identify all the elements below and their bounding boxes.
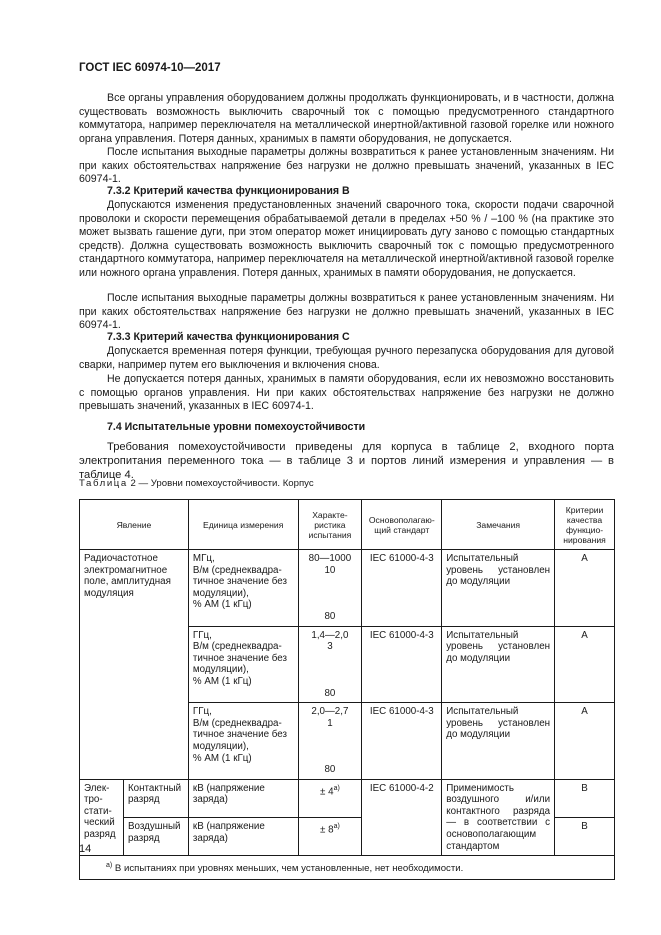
paragraph-criterion-c: Допускается временная потеря функции, требующая ручного перезапуска оборудования для дуговой сварки, например путем его выключения и включения снова.	[79, 345, 614, 371]
unit-cell: ГГц, В/м (среднеквадра-тичное значение без модуляции), % AM (1 кГц)	[188, 626, 298, 703]
section-heading-7-4: 7.4 Испытательные уровни помехоустойчивости	[107, 421, 366, 433]
unit-cell: кВ (напряжение заряда)	[188, 779, 298, 817]
characteristic-cell	[298, 779, 362, 817]
paragraph-controls: Все органы управления оборудованием должны продолжать функционировать, и в частности, должна существовать возможность выключить сварочный ток с помощью предусмотренного стандартного коммутатора, например переключателя на металлической инертной/активной газовой горелке или ножного органа управления. Потеря данных, хранимых в памяти оборудования, не допускается.	[79, 92, 614, 145]
table-footnote	[80, 856, 615, 880]
header-criteria: Критерии качества функцио-нирования	[555, 500, 615, 550]
criteria-cell: A	[555, 626, 615, 703]
table-caption-text: 2 — Уровни помехоустойчивости. Корпус	[130, 478, 314, 489]
header-phenomenon: Явление	[80, 500, 189, 550]
remark-cell: Применимость воздушного и/или контактного разряда — в соответствии с основополагающим стандартом	[442, 779, 555, 856]
page-number: 14	[79, 843, 92, 855]
unit-cell: кВ (напряжение заряда)	[188, 817, 298, 855]
paragraph-after-test-b: После испытания выходные параметры должны возвратиться к ранее установленным значениям. Ни при каких обстоятельствах напряжение без нагрузки не должно превышать значений, указанных в IEC 60974-1.	[79, 292, 614, 332]
table-row	[80, 550, 615, 627]
esd-phenomenon-cell: Элек-тро-стати-ческий разряд	[80, 779, 124, 856]
rf-phenomenon-cell: Радиочастотное электромагнитное поле, амплитудная модуляция	[80, 550, 189, 780]
characteristic-value: ± 8	[320, 824, 334, 836]
characteristic-value: ± 4	[320, 785, 334, 797]
unit-cell: ГГц, В/м (среднеквадра-тичное значение без модуляции), % AM (1 кГц)	[188, 703, 298, 780]
characteristic-cell: 1,4—2,0 3 80	[298, 626, 362, 703]
footnote-ref: a)	[333, 822, 340, 830]
standard-cell: IEC 61000-4-3	[362, 703, 442, 780]
discharge-type-cell: Воздушный разряд	[123, 817, 188, 855]
header-standard: Основополагаю-щий стандарт	[362, 500, 442, 550]
document-header: ГОСТ IEC 60974-10—2017	[79, 62, 221, 74]
header-remarks: Замечания	[442, 500, 555, 550]
section-heading-7-3-2: 7.3.2 Критерий качества функционирования B	[107, 185, 350, 197]
table-caption-label: Таблица	[79, 478, 128, 489]
paragraph-data-loss: Не допускается потеря данных, хранимых в памяти оборудования, если их невозможно восстановить с помощью органов управления. Ни при каких обстоятельствах напряжение без нагрузки не должно превышать значений, указанных в IEC 60974-1.	[79, 373, 614, 413]
criteria-cell: A	[555, 550, 615, 627]
table-header-row	[80, 500, 615, 550]
criteria-cell: B	[555, 817, 615, 855]
table-row	[80, 779, 615, 817]
paragraph-after-test-a: После испытания выходные параметры должны возвратиться к ранее установленным значениям. Ни при каких обстоятельствах напряжение без нагрузки не должно превышать значений, указанных в IEC 60974-1.	[79, 146, 614, 186]
table-caption	[79, 478, 314, 489]
criteria-cell: B	[555, 779, 615, 817]
characteristic-cell: 80—1000 10 80	[298, 550, 362, 627]
paragraph-criterion-b: Допускаются изменения предустановленных значений сварочного тока, скорости подачи сварочной проволоки и скорости перемещения обрабатываемой детали в пределах +50 % / –100 % (на практике это может вызвать гашение дуги, при этом оператор может инициировать дугу заново с помощью стандартных средств). Должна существовать возможность выключить сварочный ток с помощью предусмотренного стандартного коммутатора, например переключателя на металлической инертной/активной газовой горелке или ножного органа управления. Потеря данных, хранимых в памяти оборудования, не допускается.	[79, 199, 614, 279]
standard-cell: IEC 61000-4-2	[362, 779, 442, 856]
standard-cell: IEC 61000-4-3	[362, 626, 442, 703]
header-unit: Единица измерения	[188, 500, 298, 550]
remark-cell: Испытательный уровень установлен до модуляции	[442, 703, 555, 780]
characteristic-cell	[298, 817, 362, 855]
table-footnote-row	[80, 856, 615, 880]
discharge-type-cell: Контактный разряд	[123, 779, 188, 817]
section-heading-7-3-3: 7.3.3 Критерий качества функционирования C	[107, 331, 350, 343]
footnote-text: В испытаниях при уровнях меньших, чем установленные, нет необходимости.	[114, 863, 464, 875]
remark-cell: Испытательный уровень установлен до модуляции	[442, 626, 555, 703]
footnote-ref: a)	[333, 784, 340, 792]
standard-cell: IEC 61000-4-3	[362, 550, 442, 627]
criteria-cell: A	[555, 703, 615, 780]
header-characteristic: Характе-ристика испытания	[298, 500, 362, 550]
immunity-levels-table	[79, 499, 615, 880]
remark-cell: Испытательный уровень установлен до модуляции	[442, 550, 555, 627]
characteristic-cell: 2,0—2,7 1 80	[298, 703, 362, 780]
unit-cell: МГц, В/м (среднеквадра-тичное значение без модуляции), % AM (1 кГц)	[188, 550, 298, 627]
paragraph-requirements: Требования помехоустойчивости приведены для корпуса в таблице 2, входного порта электропитания переменного тока — в таблице 3 и портов линий измерения и управления — в таблице 4.	[79, 441, 614, 481]
footnote-mark: a)	[106, 862, 113, 870]
